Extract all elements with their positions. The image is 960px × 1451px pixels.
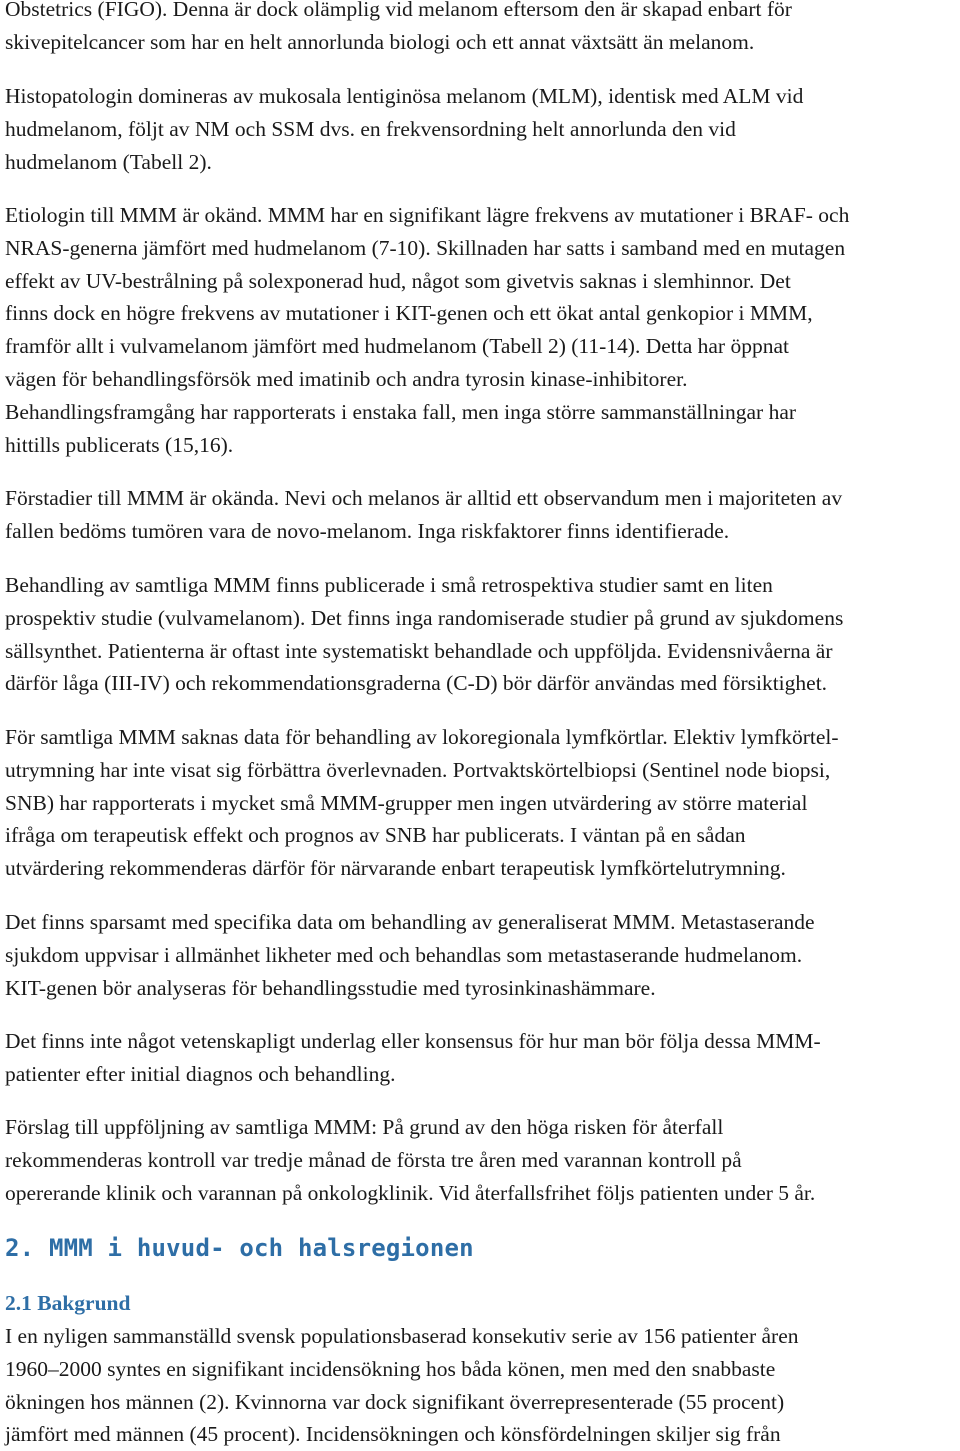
- text-line: sällsynthet. Patienterna är oftast inte systematiskt behandlade och uppföljda. Evidensnivåerna är: [5, 638, 833, 663]
- text-line: Behandling av samtliga MMM finns publicerade i små retrospektiva studier samt en liten: [5, 573, 773, 597]
- section-heading: 2. MMM i huvud- och halsregionen: [5, 1234, 474, 1262]
- text-line: jämfört med männen (45 procent). Incidensökningen och könsfördelningen skiljer sig från: [5, 1422, 781, 1447]
- text-line: utvärdering rekommenderas därför för närvarande enbart terapeutisk lymfkörtelutrymning.: [5, 856, 786, 881]
- text-line: utrymning har inte visat sig förbättra överlevnaden. Portvaktskörtelbiopsi (Sentinel node biopsi,: [5, 757, 831, 782]
- text-line: I en nyligen sammanställd svensk populationsbaserad konsekutiv serie av 156 patienter åren: [5, 1324, 799, 1348]
- subsection-heading: 2.1 Bakgrund: [5, 1291, 131, 1315]
- paragraph-forslag-uppfoljning: [5, 1111, 815, 1209]
- paragraph-figo: [5, 0, 792, 59]
- text-line: vägen för behandlingsförsök med imatinib och andra tyrosin kinase-inhibitorer.: [5, 366, 688, 391]
- paragraph-bakgrund: [5, 1320, 799, 1451]
- text-line: fallen bedöms tumören vara de novo-melanom. Inga riskfaktorer finns identifierade.: [5, 518, 730, 543]
- text-line: Förslag till uppföljning av samtliga MMM: På grund av den höga risken för återfall: [5, 1115, 724, 1139]
- paragraph-forstadier: [5, 482, 842, 548]
- text-line: Det finns inte något vetenskapligt underlag eller konsensus för hur man bör följa dessa MMM-: [5, 1029, 821, 1053]
- text-line: hittills publicerats (15,16).: [5, 432, 234, 457]
- text-line: effekt av UV-bestrålning på solexponerad hud, något som givetvis saknas i slemhinnor. Det: [5, 268, 791, 293]
- text-line: patienter efter initial diagnos och behandling.: [5, 1061, 396, 1086]
- paragraph-etiologi: [5, 199, 849, 461]
- text-line: SNB) har rapporterats i mycket små MMM-grupper men ingen utvärdering av större material: [5, 790, 808, 815]
- text-line: skivepitelcancer som har en helt annorlunda biologi och ett annat växtsätt än melanom.: [5, 29, 755, 54]
- text-line: opererande klinik och varannan på onkologklinik. Vid återfallsfrihet följs patienten under 5 år.: [5, 1180, 816, 1205]
- text-line: NRAS-generna jämfört med hudmelanom (7-10). Skillnaden har satts i samband med en mutagen: [5, 235, 846, 260]
- text-line: ifråga om terapeutisk effekt och prognos av SNB har publicerats. I väntan på en sådan: [5, 823, 746, 848]
- text-line: sjukdom uppvisar i allmänhet likheter med och behandlas som metastaserande hudmelanom.: [5, 942, 803, 967]
- paragraph-histopatologi: [5, 80, 803, 178]
- text-line: KIT-genen bör analyseras för behandlingsstudie med tyrosinkinashämmare.: [5, 975, 656, 1000]
- text-line: Histopatologin domineras av mukosala lentiginösa melanom (MLM), identisk med ALM vid: [5, 84, 804, 108]
- text-line: finns dock en högre frekvens av mutationer i KIT-genen och ett ökat antal genkopior i MMM,: [5, 301, 813, 326]
- paragraph-uppfoljning-underlag: [5, 1025, 821, 1091]
- text-line: ökningen hos männen (2). Kvinnorna var dock signifikant överrepresenterade (55 procent): [5, 1389, 785, 1414]
- text-line: prospektiv studie (vulvamelanom). Det finns inga randomiserade studier på grund av sjukdomens: [5, 605, 844, 630]
- paragraph-behandling: [5, 569, 843, 700]
- text-line: 1960–2000 syntes en signifikant incidensökning hos båda könen, men med den snabbaste: [5, 1356, 776, 1381]
- paragraph-generaliserat: [5, 906, 815, 1004]
- text-line: hudmelanom, följt av NM och SSM dvs. en frekvensordning helt annorlunda den vid: [5, 116, 736, 141]
- text-line: För samtliga MMM saknas data för behandling av lokoregionala lymfkörtlar. Elektiv lymfkörtel-: [5, 725, 839, 749]
- text-line: därför låga (III-IV) och rekommendationsgraderna (C-D) bör därför användas med försiktighet.: [5, 671, 828, 696]
- text-line: hudmelanom (Tabell 2).: [5, 149, 212, 174]
- text-line: framför allt i vulvamelanom jämfört med hudmelanom (Tabell 2) (11-14). Detta har öppnat: [5, 334, 789, 359]
- text-line: rekommenderas kontroll var tredje månad de första tre åren med varannan kontroll på: [5, 1147, 742, 1172]
- text-line: Obstetrics (FIGO). Denna är dock olämplig vid melanom eftersom den är skapad enbart för: [5, 0, 792, 21]
- paragraph-lymfkortlar: [5, 721, 839, 885]
- text-line: Förstadier till MMM är okända. Nevi och melanos är alltid ett observandum men i majoriteten av: [5, 486, 843, 510]
- text-line: Behandlingsframgång har rapporterats i enstaka fall, men inga större sammanställningar har: [5, 399, 797, 424]
- text-line: Det finns sparsamt med specifika data om behandling av generaliserat MMM. Metastaserande: [5, 910, 815, 934]
- text-line: Etiologin till MMM är okänd. MMM har en signifikant lägre frekvens av mutationer i BRAF- och: [5, 203, 850, 227]
